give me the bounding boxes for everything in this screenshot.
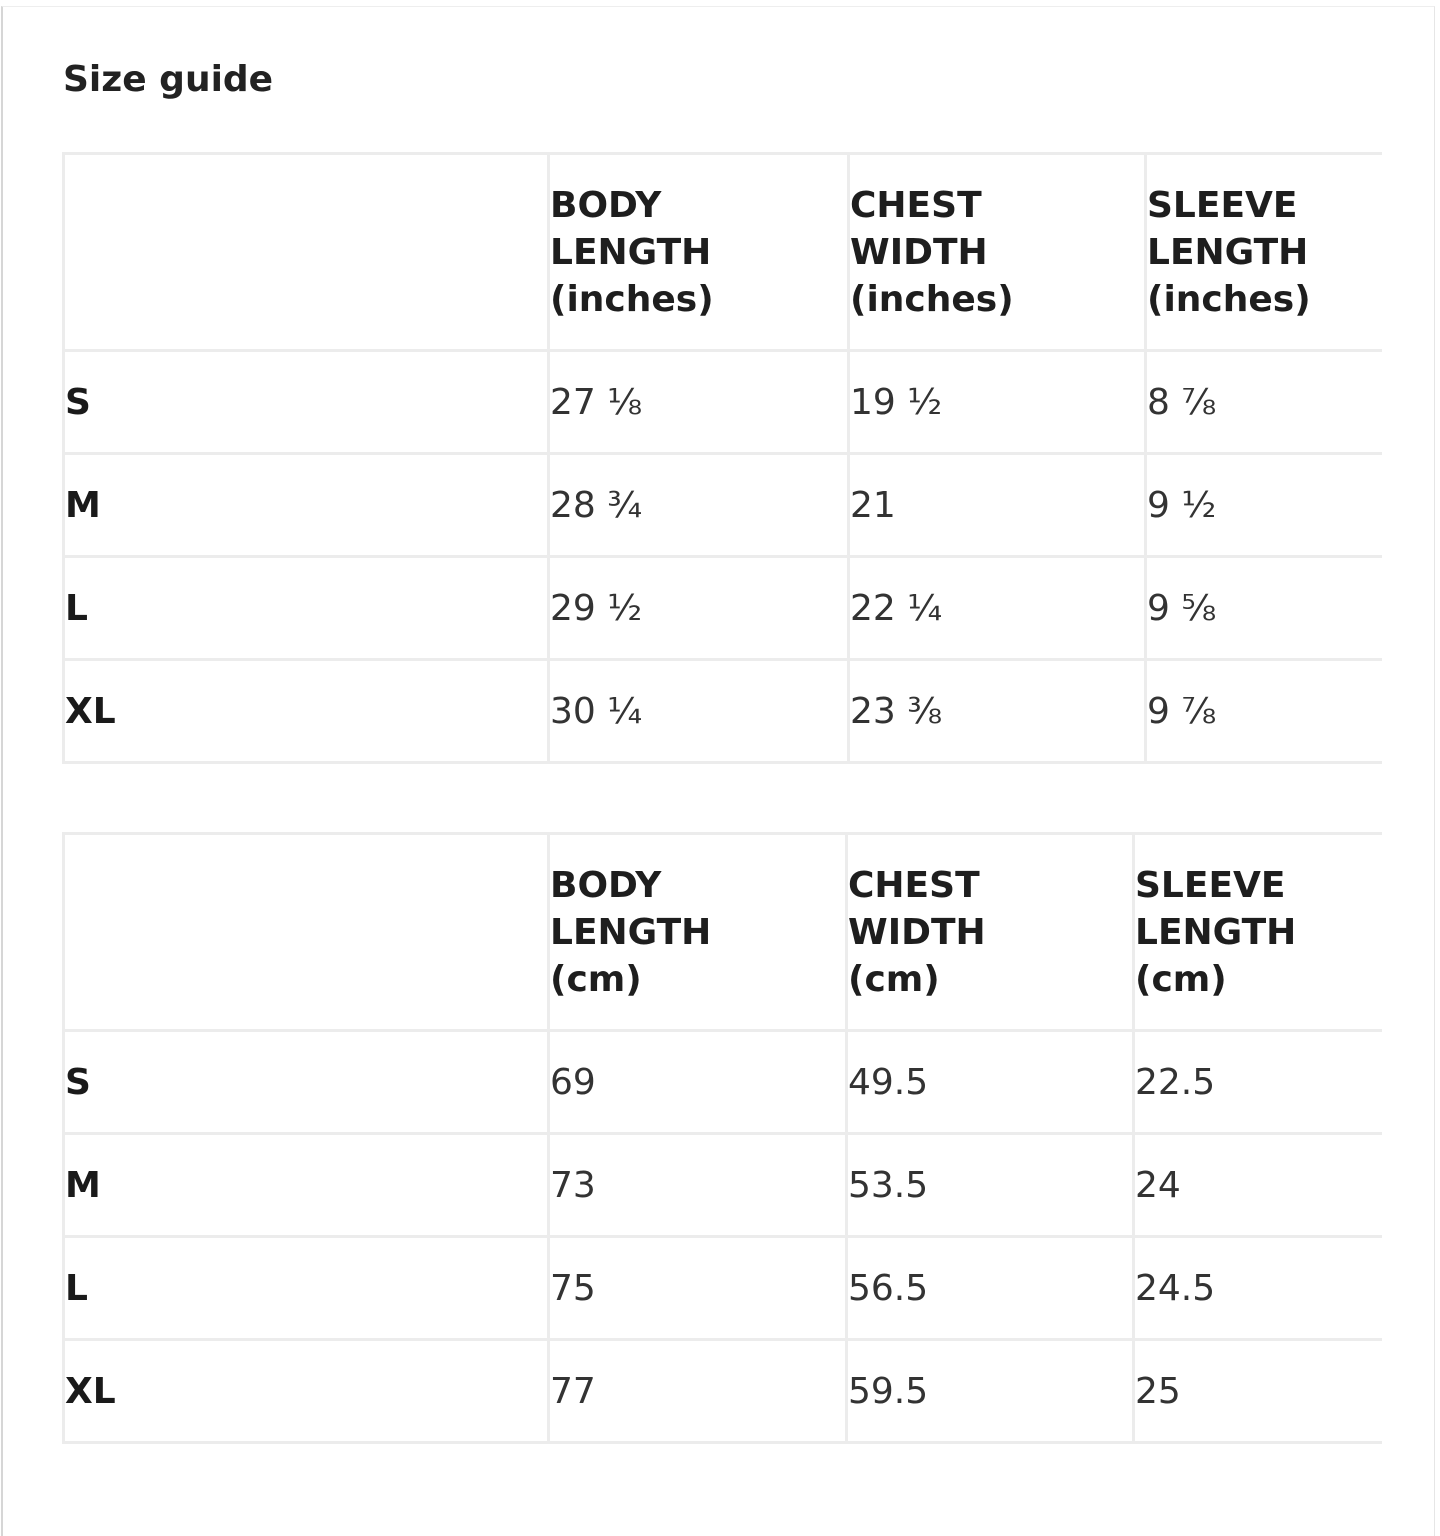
header-line: (cm): [1135, 958, 1227, 1000]
chest-width-value: 56.5: [847, 1237, 1134, 1340]
body-length-value: 73: [549, 1134, 847, 1237]
sleeve-length-value: 24.5: [1134, 1237, 1382, 1340]
table-row: [64, 1031, 1382, 1134]
table-header-row: [64, 154, 1382, 351]
header-sleeve-length: [1134, 834, 1382, 1031]
header-corner-cell: [64, 834, 549, 1031]
size-table-cm: [62, 832, 1382, 1444]
header-line: SLEEVE: [1147, 184, 1298, 226]
size-label: M: [64, 1134, 549, 1237]
table-row: [64, 1340, 1382, 1443]
sleeve-length-value: 25: [1134, 1340, 1382, 1443]
chest-width-value: 19 ½: [849, 351, 1146, 454]
size-label: XL: [64, 1340, 549, 1443]
table-row: [64, 454, 1382, 557]
header-line: SLEEVE: [1135, 864, 1286, 906]
header-chest-width: [847, 834, 1134, 1031]
chest-width-value: 49.5: [847, 1031, 1134, 1134]
header-line: (cm): [848, 958, 940, 1000]
size-label: S: [64, 1031, 549, 1134]
header-line: LENGTH: [1147, 231, 1309, 273]
size-label: XL: [64, 660, 549, 763]
size-table-inches: [62, 152, 1382, 764]
chest-width-value: 22 ¼: [849, 557, 1146, 660]
header-line: (inches): [550, 278, 714, 320]
sleeve-length-value: 22.5: [1134, 1031, 1382, 1134]
body-length-value: 77: [549, 1340, 847, 1443]
size-label: L: [64, 557, 549, 660]
header-line: (inches): [850, 278, 1014, 320]
sleeve-length-value: 9 ⅝: [1146, 557, 1382, 660]
header-line: LENGTH: [1135, 911, 1297, 953]
header-line: BODY: [550, 184, 662, 226]
header-line: BODY: [550, 864, 662, 906]
table-row: [64, 1134, 1382, 1237]
table-row: [64, 660, 1382, 763]
header-body-length: [549, 834, 847, 1031]
body-length-value: 29 ½: [549, 557, 849, 660]
table-row: [64, 557, 1382, 660]
header-line: CHEST: [850, 184, 982, 226]
sleeve-length-value: 8 ⅞: [1146, 351, 1382, 454]
table-row: [64, 351, 1382, 454]
page-title: Size guide: [63, 59, 274, 100]
sleeve-length-value: 9 ⅞: [1146, 660, 1382, 763]
header-line: (inches): [1147, 278, 1311, 320]
header-chest-width: [849, 154, 1146, 351]
chest-width-value: 53.5: [847, 1134, 1134, 1237]
body-length-value: 28 ¾: [549, 454, 849, 557]
body-length-value: 27 ⅛: [549, 351, 849, 454]
size-label: M: [64, 454, 549, 557]
sleeve-length-value: 9 ½: [1146, 454, 1382, 557]
header-corner-cell: [64, 154, 549, 351]
header-body-length: [549, 154, 849, 351]
sleeve-length-value: 24: [1134, 1134, 1382, 1237]
table-row: [64, 1237, 1382, 1340]
table-header-row: [64, 834, 1382, 1031]
chest-width-value: 23 ⅜: [849, 660, 1146, 763]
header-line: LENGTH: [550, 911, 712, 953]
header-sleeve-length: [1146, 154, 1382, 351]
size-label: L: [64, 1237, 549, 1340]
header-line: WIDTH: [848, 911, 986, 953]
header-line: (cm): [550, 958, 642, 1000]
chest-width-value: 59.5: [847, 1340, 1134, 1443]
body-length-value: 75: [549, 1237, 847, 1340]
header-line: WIDTH: [850, 231, 988, 273]
header-line: LENGTH: [550, 231, 712, 273]
size-label: S: [64, 351, 549, 454]
body-length-value: 30 ¼: [549, 660, 849, 763]
chest-width-value: 21: [849, 454, 1146, 557]
body-length-value: 69: [549, 1031, 847, 1134]
header-line: CHEST: [848, 864, 980, 906]
